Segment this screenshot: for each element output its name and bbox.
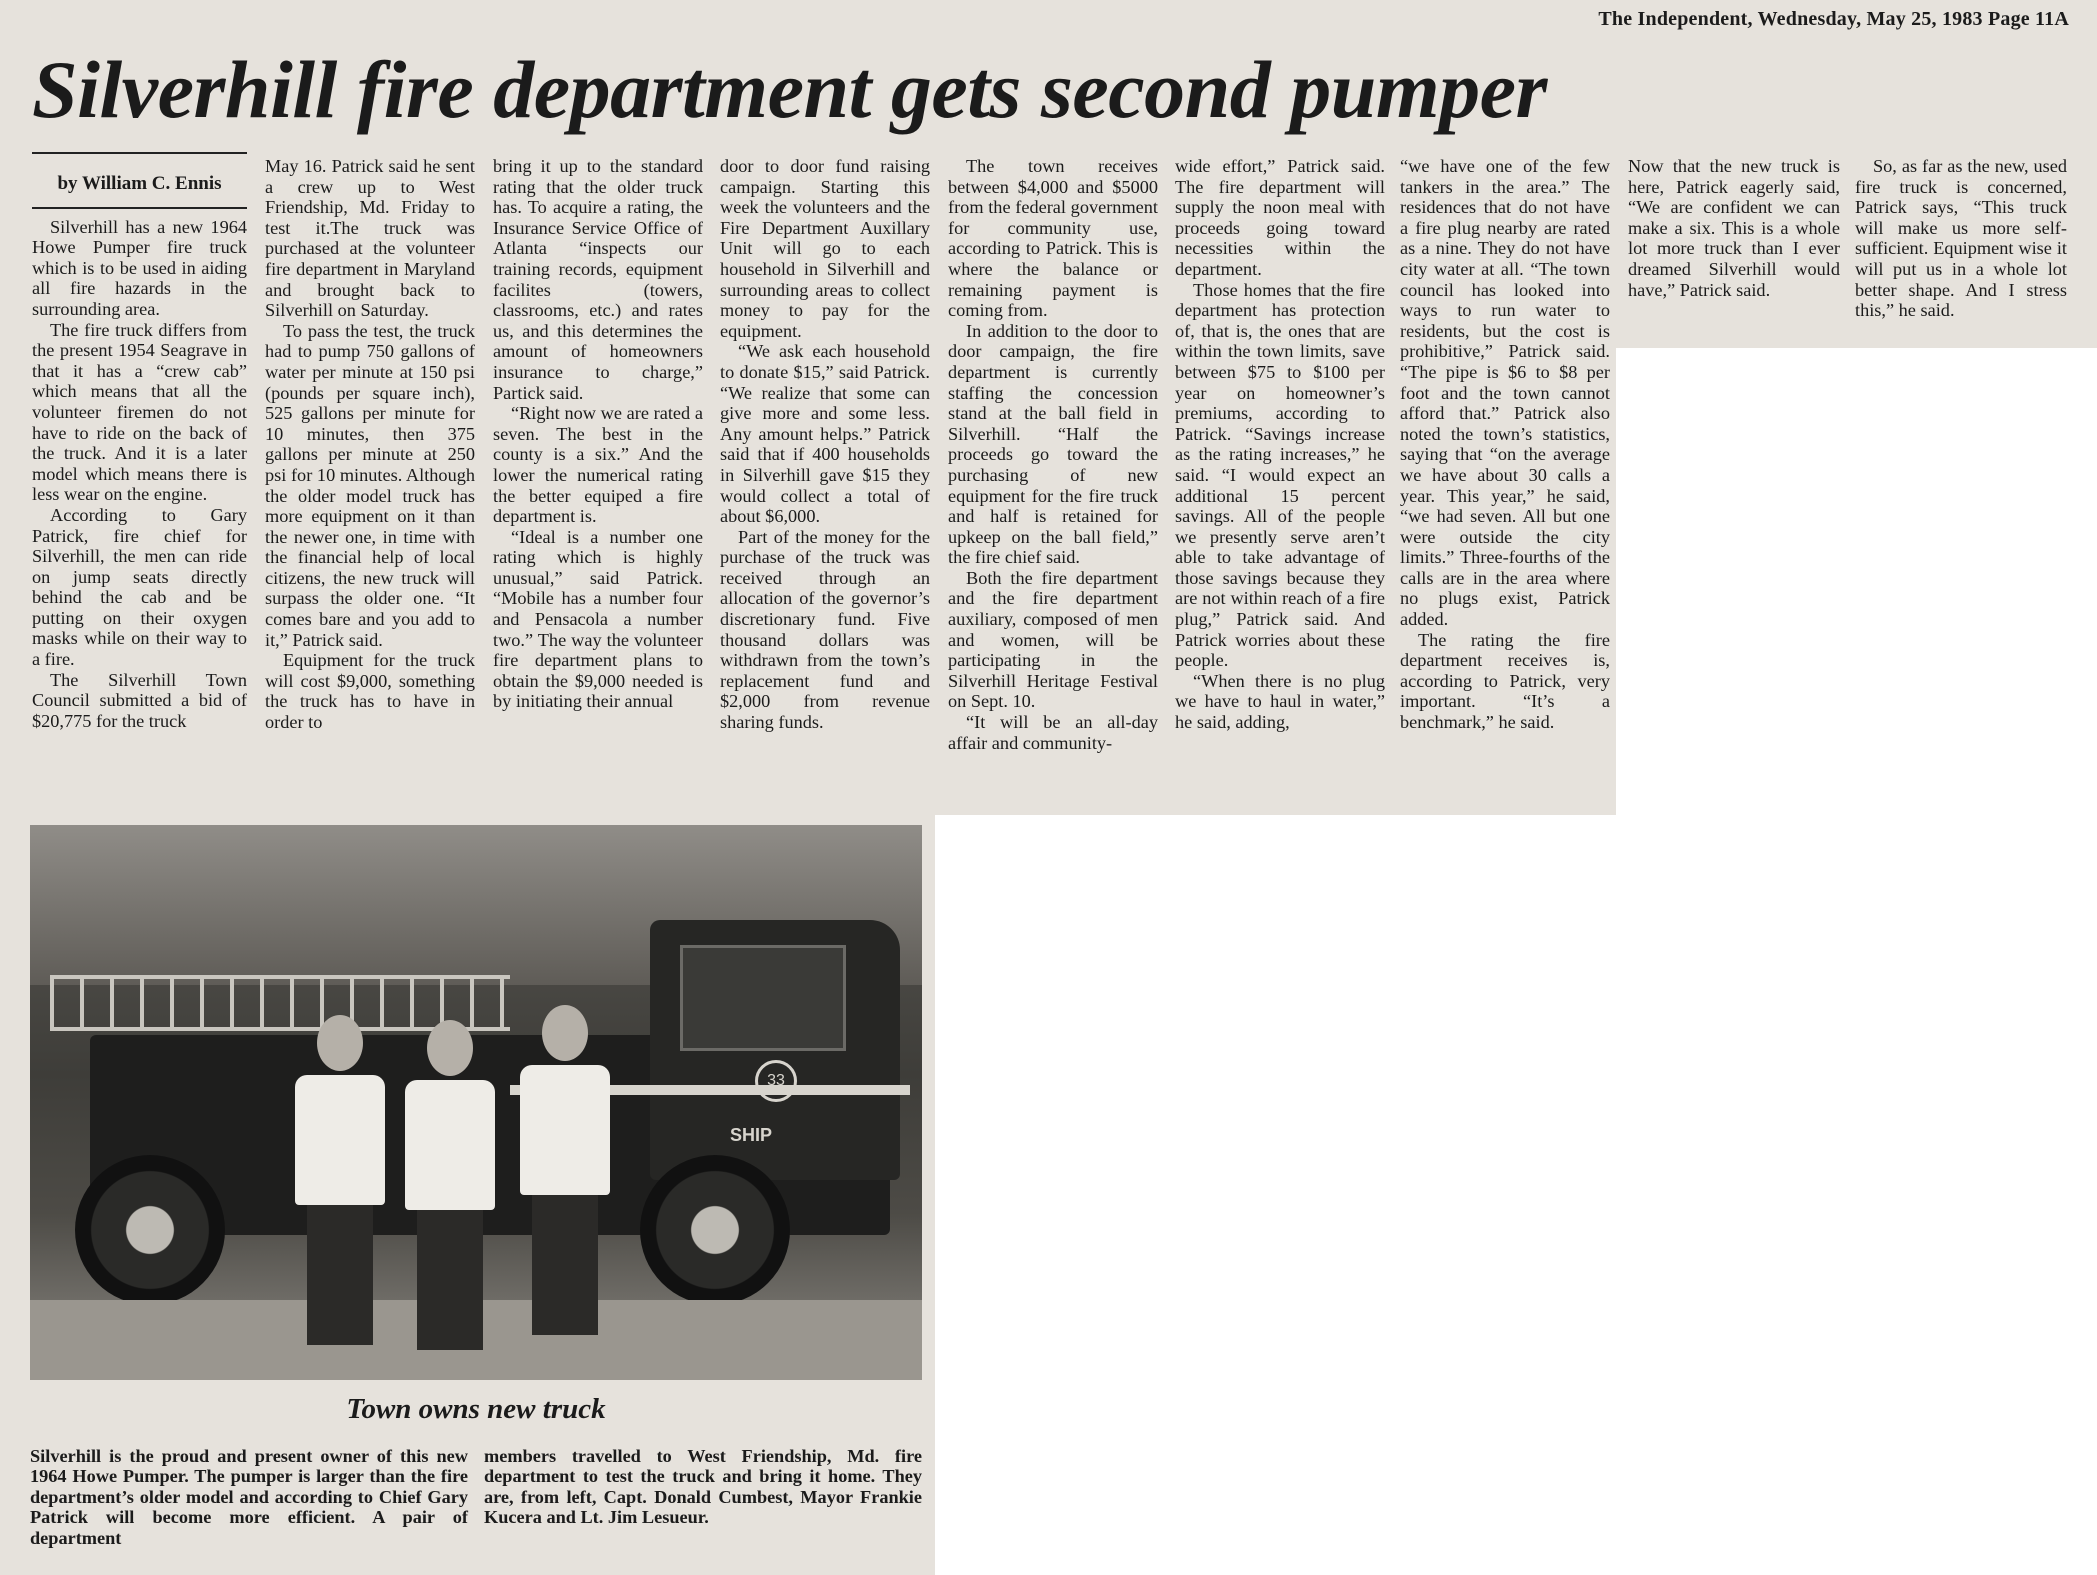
paragraph: “We ask each household to donate $15,” said Patrick. “We realize that some can give more and some less. Any amount helps.” Patrick said that if 400 households in Silverhill gave $15 they would collect a total of about $6,000. bbox=[720, 341, 930, 527]
photo-caption-left: Silverhill is the proud and present owner of this new 1964 Howe Pumper. The pumper is larger than the fire department’s older model and according to Chief Gary Patrick will become more efficient. A pair of department bbox=[30, 1446, 468, 1548]
byline: by William C. Ennis bbox=[32, 152, 247, 209]
paragraph: Both the fire department and the fire department auxiliary, composed of men and women, will be participating in the Silverhill Heritage Festival on Sept. 10. bbox=[948, 567, 1158, 712]
truck-badge: 33 bbox=[755, 1060, 797, 1102]
paragraph: wide effort,” Patrick said. The fire department will supply the noon meal with proceeds going toward necessities within the department. bbox=[1175, 156, 1385, 279]
paragraph: So, as far as the new, used fire truck is concerned, Patrick says, “This truck will make us more self-sufficient. Equipment wise it will put us in a whole lot better shape. And I stress this,” he said. bbox=[1855, 156, 2067, 321]
rear-wheel bbox=[640, 1155, 790, 1305]
article-column-4 bbox=[720, 156, 930, 733]
paragraph: “Ideal is a number one rating which is highly unusual,” said Patrick. “Mobile has a number four and Pensacola a number two.” The way the volunteer fire department plans to obtain the $9,000 needed is by initiating their annual bbox=[493, 526, 703, 712]
photo-caption-right: members travelled to West Friendship, Md. fire department to test the truck and bring it home. They are, from left, Capt. Donald Cumbest, Mayor Frankie Kucera and Lt. Jim Lesueur. bbox=[484, 1446, 922, 1528]
paragraph: bring it up to the standard rating that the older truck has. To acquire a rating, the Insurance Service Office of Atlanta “inspects our training records, equipment facilites (towers, classrooms, etc.) and rates us, and this determines the amount of homeowners insurance to charge,” Partick said. bbox=[493, 156, 703, 403]
article-column-5 bbox=[948, 156, 1158, 753]
paragraph: The Silverhill Town Council submitted a bid of $20,775 for the truck bbox=[32, 669, 247, 731]
fire-truck-photo bbox=[30, 825, 922, 1380]
article-column-7 bbox=[1400, 156, 1610, 733]
paragraph: The rating the fire department receives is, according to Patrick, very important. “It’s a benchmark,” he said. bbox=[1400, 629, 1610, 733]
paragraph: “Right now we are rated a seven. The best in the county is a six.” And the lower the numerical rating the better equiped a fire department is. bbox=[493, 403, 703, 527]
paragraph: The town receives between $4,000 and $5000 from the federal government for community use, according to Patrick. This is where the balance or remaining payment is coming from. bbox=[948, 156, 1158, 321]
headline: Silverhill fire department gets second pumper bbox=[32, 44, 1547, 135]
article-column-2 bbox=[265, 156, 475, 733]
paragraph: To pass the test, the truck had to pump 750 gallons of water per minute at 150 psi (pounds per square inch), 525 gallons per minute for 10 minutes, then 375 gallons per minute at 250 psi for 10 minutes. Although the older model truck has more equipment on it than the newer one, in time with the financial help of local citizens, the new truck will surpass the older one. “It comes bare and you add to it,” Patrick said. bbox=[265, 320, 475, 650]
dateline: The Independent, Wednesday, May 25, 1983 Page 11A bbox=[1598, 8, 2069, 30]
door-lettering: SHIP bbox=[730, 1125, 773, 1145]
article-column-1 bbox=[32, 152, 247, 731]
person-center bbox=[405, 1020, 495, 1350]
paragraph: Silverhill has a new 1964 Howe Pumper fire truck which is to be used in aiding all fire hazards in the surrounding area. bbox=[32, 216, 247, 319]
paragraph: May 16. Patrick said he sent a crew up to West Friendship, Md. Friday to test it.The truck was purchased at the volunteer fire department in Maryland and brought back to Silverhill on Saturday. bbox=[265, 156, 475, 321]
paragraph: “It will be an all-day affair and community- bbox=[948, 712, 1158, 753]
front-wheel bbox=[75, 1155, 225, 1305]
photo-caption-title: Town owns new truck bbox=[346, 1393, 606, 1425]
article-column-9 bbox=[1855, 156, 2067, 321]
article-column-8 bbox=[1628, 156, 1840, 300]
paragraph: “we have one of the few tankers in the area.” The residences that do not have a fire plug nearby are rated as a nine. They do not have city water at all. “The town council has looked into ways to run water to residents, but the cost is prohibitive,” Patrick said. “The pipe is $6 to $8 per foot and the town cannot afford that.” Patrick also noted the town’s statistics, saying that “on the average we have about 30 calls a year. This year,” he said, “we had seven. All but one were outside the city limits.” Three-fourths of the calls are in the area where no plugs exist, Patrick added. bbox=[1400, 156, 1610, 630]
article-column-6 bbox=[1175, 156, 1385, 733]
paragraph: Those homes that the fire department has protection of, that is, the ones that are within the town limits, save between $75 to $100 per year on homeowner’s premiums, according to Patrick. “Savings increase as the rating increases,” he said. “I would expect an additional 15 percent savings. All of the people we presently serve aren’t able to take advantage of those savings because they are not within reach of a fire plug,” Patrick said. And Patrick worries about these people. bbox=[1175, 279, 1385, 671]
paragraph: The fire truck differs from the present 1954 Seagrave in that it has a “crew cab” which means that all the volunteer firemen do not have to ride on the back of the truck. And it is a later model which means there is less wear on the engine. bbox=[32, 319, 247, 505]
paragraph: Now that the new truck is here, Patrick eagerly said, “We are confident we can make a six. This is a whole lot more truck than I ever dreamed Silverhill would have,” Patrick said. bbox=[1628, 156, 1840, 300]
person-left bbox=[295, 1015, 385, 1345]
person-right bbox=[520, 1005, 610, 1335]
article-column-3 bbox=[493, 156, 703, 712]
paragraph: Equipment for the truck will cost $9,000, something the truck has to have in order to bbox=[265, 650, 475, 733]
paragraph: Part of the money for the purchase of the truck was received through an allocation of the governor’s discretionary fund. Five thousand dollars was withdrawn from the town’s replacement fund and $2,000 from revenue sharing funds. bbox=[720, 526, 930, 733]
truck-window bbox=[680, 945, 846, 1051]
paragraph: “When there is no plug we have to haul in water,” he said, adding, bbox=[1175, 670, 1385, 733]
paragraph: door to door fund raising campaign. Starting this week the volunteers and the Fire Department Auxillary Unit will go to each household in Silverhill and surrounding areas to collect money to pay for the equipment. bbox=[720, 156, 930, 341]
paragraph: In addition to the door to door campaign, the fire department is currently staffing the concession stand at the ball field in Silverhill. “Half the proceeds go toward the purchasing of new equipment for the fire truck and half is retained for upkeep on the ball field,” the fire chief said. bbox=[948, 320, 1158, 568]
paragraph: According to Gary Patrick, fire chief for Silverhill, the men can ride on jump seats directly behind the cab and be putting on their oxygen masks while on their way to a fire. bbox=[32, 504, 247, 670]
